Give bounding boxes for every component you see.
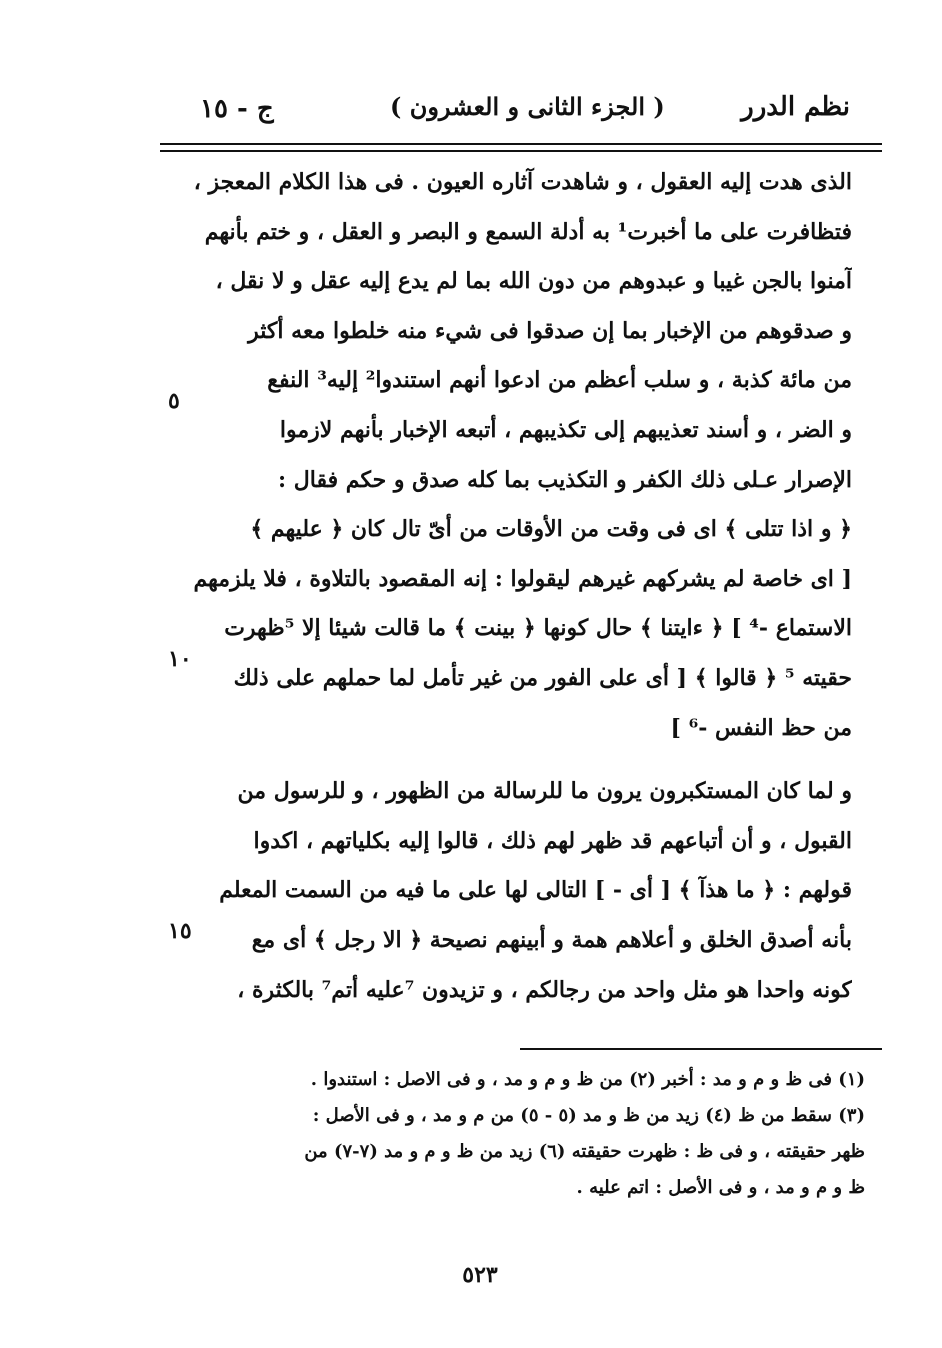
text-line: ﴿ و اذا تتلى ﴾ اى فى وقت من الأوقات من أىّ تال كان ﴿ عليهم ﴾ bbox=[250, 516, 852, 543]
footnote-line: ظهر حقيقته ، و فى ظ : ظهرت حقيقته (٦) زيد من ظ و م و مد (٧-٧) من bbox=[304, 1141, 865, 1162]
text-line: آمنوا بالجن غيبا و عبدوهم من دون الله بما لم يدع إليه عقل و لا نقل ، bbox=[215, 268, 852, 295]
text-line: حقيته ⁵ ﴿ قالوا ﴾ [ أى على الفور من غير تأمل لما حملهم على ذلك bbox=[233, 664, 852, 691]
text-line: كونه واحدا هو مثل واحد من رجالكم ، و تزيدون ⁷عليه أتم⁷ بالكثرة ، bbox=[237, 976, 852, 1003]
text-line: و صدقوهم من الإخبار بما إن صدقوا فى شيء منه خلطوا معه أكثر bbox=[248, 317, 852, 344]
text-line: القبول ، و أن أتباعهم قد ظهر لهم ذلك ، قالوا إليه بكلياتهم ، اكدوا bbox=[253, 827, 852, 854]
main-text bbox=[190, 158, 852, 1015]
running-header bbox=[150, 80, 850, 130]
volume-label: ج - ١٥ bbox=[200, 94, 274, 124]
footnote-line: (٣) سقط من ظ (٤) زيد من ظ و مد (٥ - ٥) من م و مد ، و فى الأصل : bbox=[312, 1105, 865, 1126]
text-line: و الضر ، و أسند تعذيبهم إلى تكذيبهم ، أتبعه الإخبار بأنهم لازموا bbox=[279, 416, 852, 443]
part-title: ( الجزء الثانى و العشرون ) bbox=[390, 92, 665, 121]
line-number: ١٥ bbox=[168, 918, 192, 944]
text-line: الذى هدت إليه العقول ، و شاهدت آثاره العيون . فى هذا الكلام المعجز ، bbox=[193, 169, 852, 195]
footnote-rule bbox=[520, 1048, 882, 1050]
footnote-line: (١) فى ظ و م و مد : أخبر (٢) من ظ و م و مد ، و فى الاصل : استندوا . bbox=[310, 1069, 865, 1090]
text-line: الإصرار عـلى ذلك الكفر و التكذيب بما كله صدق و حكم فقال : bbox=[278, 466, 852, 493]
book-title: نظم الدرر bbox=[741, 92, 850, 122]
text-line: بأنه أصدق الخلق و أعلاهم همة و أبينهم نصيحة ﴿ الا رجل ﴾ أى مع bbox=[251, 926, 852, 953]
header-rule-bottom bbox=[160, 150, 882, 152]
page-number: ٥٢٣ bbox=[462, 1262, 498, 1288]
text-line: الاستماع -⁴ ] ﴿ ءايتنا ﴾ حال كونها ﴿ بينت ﴾ ما قالت شيئا إلا ⁵ظهرت bbox=[224, 615, 852, 642]
text-line: و لما كان المستكبرون يرون ما للرسالة من الظهور ، و للرسول من bbox=[237, 778, 852, 805]
text-line: فتظافرت على ما أخبرت¹ به أدلة السمع و البصر و العقل ، و ختم بأنهم bbox=[204, 218, 852, 245]
footnote-line: ظ و م و مد ، و فى الأصل : اتم عليه . bbox=[576, 1177, 865, 1198]
text-line: من مائة كذبة ، و سلب أعظم من ادعوا أنهم استندوا² إليه³ النفع bbox=[267, 367, 852, 394]
text-line: [ اى خاصة لم يشركهم غيرهم ليقولوا : إنه المقصود بالتلاوة ، فلا يلزمهم bbox=[193, 565, 852, 592]
line-number: ٥ bbox=[168, 388, 180, 414]
line-number: ١٠ bbox=[168, 646, 192, 672]
footnotes bbox=[210, 1062, 865, 1206]
text-line: من حظ النفس -⁶ ] bbox=[670, 714, 852, 741]
text-line: قولهم : ﴿ ما هذآ ﴾ [ أى - ] التالى لها على ما فيه من السمت المعلم bbox=[219, 877, 852, 904]
header-rule-top bbox=[160, 143, 882, 145]
